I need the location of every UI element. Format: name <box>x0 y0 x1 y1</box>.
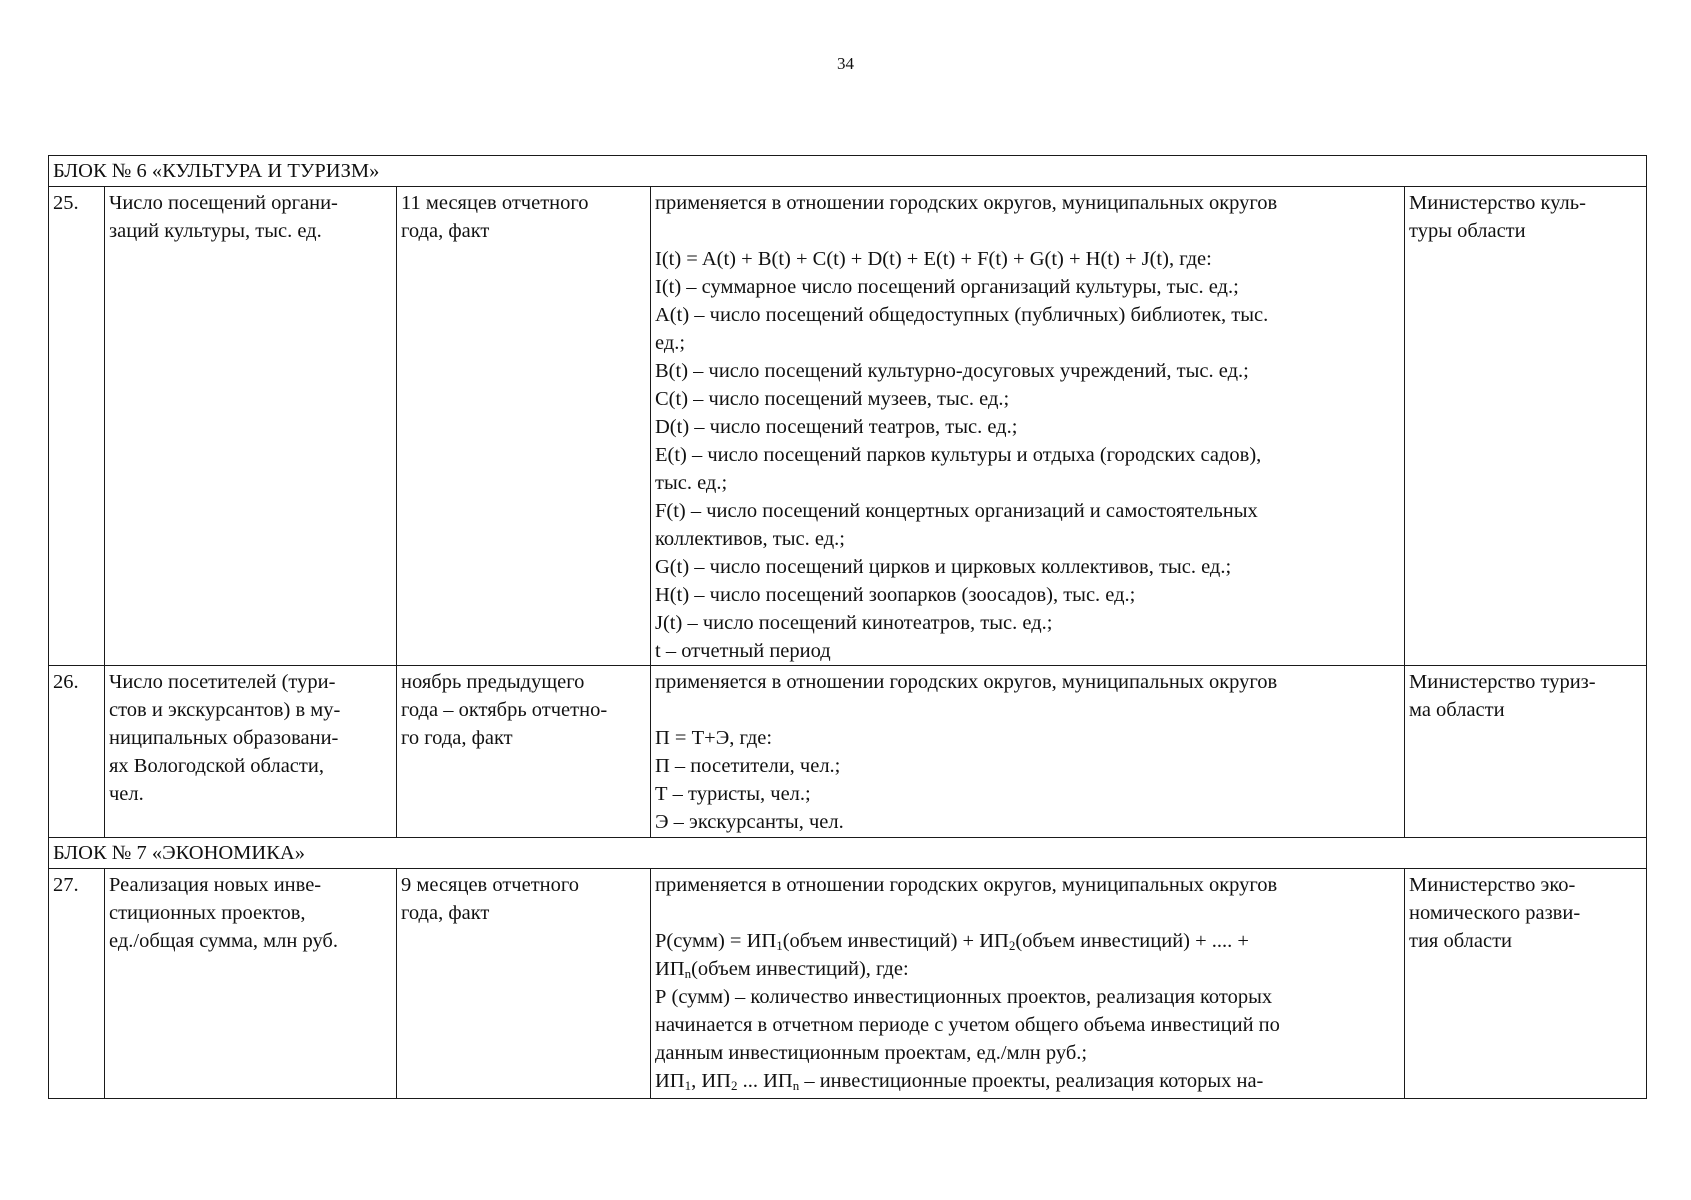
formula-part: , ИП <box>691 1070 731 1092</box>
formula-subscript: n <box>792 1078 800 1093</box>
row-25-method <box>651 187 1405 666</box>
formula-subscript: 1 <box>684 1078 692 1093</box>
formula-part: (объем инвестиций) + .... + <box>1015 930 1249 952</box>
row-27-period <box>397 869 651 1099</box>
responsible-line: тия области <box>1409 930 1513 952</box>
method-line: C(t) – число посещений музеев, тыс. ед.; <box>655 388 1010 410</box>
formula-subscript: 1 <box>776 938 783 953</box>
period-line: 11 месяцев отчетного <box>401 192 589 214</box>
formula-part: ИП <box>655 958 685 980</box>
method-line: G(t) – число посещений цирков и цирковых коллективов, тыс. ед.; <box>655 556 1232 578</box>
period-line: года – октябрь отчетно- <box>401 699 608 721</box>
row-26-indicator <box>105 666 397 838</box>
method-line: Р (сумм) – количество инвестиционных проектов, реализация которых <box>655 986 1273 1008</box>
indicators-table <box>48 155 1647 1099</box>
block-7-title: БЛОК № 7 «ЭКОНОМИКА» <box>49 838 1647 869</box>
indicator-line: ниципальных образовани- <box>109 727 339 749</box>
indicator-line: ях Вологодской области, <box>109 755 324 777</box>
formula-part: ... ИП <box>737 1070 793 1092</box>
responsible-line: туры области <box>1409 220 1526 242</box>
period-line: 9 месяцев отчетного <box>401 874 580 896</box>
method-line: B(t) – число посещений культурно-досуговых учреждений, тыс. ед.; <box>655 360 1249 382</box>
row-25-number: 25. <box>49 187 105 666</box>
page-number: 34 <box>837 54 854 73</box>
formula-line <box>655 955 1400 983</box>
method-line: Т – туристы, чел.; <box>655 783 811 805</box>
row-25-indicator <box>105 187 397 666</box>
indicator-line: стов и экскурсантов) в му- <box>109 699 341 721</box>
method-line: I(t) – суммарное число посещений организаций культуры, тыс. ед.; <box>655 276 1239 298</box>
method-line: Э – экскурсанты, чел. <box>655 811 844 833</box>
formula-part: Р(сумм) = ИП <box>655 930 777 952</box>
method-line: A(t) – число посещений общедоступных (публичных) библиотек, тыс. <box>655 304 1269 326</box>
method-line: t – отчетный период <box>655 640 831 662</box>
row-26-number: 26. <box>49 666 105 838</box>
row-26-period <box>397 666 651 838</box>
method-line: D(t) – число посещений театров, тыс. ед.; <box>655 416 1018 438</box>
indicator-line: заций культуры, тыс. ед. <box>109 220 322 242</box>
method-line: J(t) – число посещений кинотеатров, тыс. ед.; <box>655 612 1053 634</box>
responsible-line: Министерство эко- <box>1409 874 1576 896</box>
table-row-27 <box>49 869 1647 1099</box>
method-line: H(t) – число посещений зоопарков (зоосадов), тыс. ед.; <box>655 584 1136 606</box>
method-scope: применяется в отношении городских округов, муниципальных округов <box>655 671 1278 693</box>
table-row-26 <box>49 666 1647 838</box>
block-7-header-row <box>49 838 1647 869</box>
method-line: I(t) = A(t) + B(t) + C(t) + D(t) + E(t) + F(t) + G(t) + H(t) + J(t), где: <box>655 248 1212 270</box>
method-line: ед.; <box>655 332 686 354</box>
indicator-line: ед./общая сумма, млн руб. <box>109 930 338 952</box>
method-scope: применяется в отношении городских округов, муниципальных округов <box>655 874 1278 896</box>
row-27-responsible <box>1405 869 1647 1099</box>
formula-line <box>655 927 1400 955</box>
row-27-method <box>651 869 1405 1099</box>
responsible-line: ма области <box>1409 699 1505 721</box>
method-line: начинается в отчетном периоде с учетом общего объема инвестиций по <box>655 1014 1280 1036</box>
responsible-line: Министерство куль- <box>1409 192 1586 214</box>
period-line: года, факт <box>401 902 490 924</box>
responsible-line: номического разви- <box>1409 902 1581 924</box>
period-line: ноябрь предыдущего <box>401 671 585 693</box>
row-25-responsible <box>1405 187 1647 666</box>
row-26-method <box>651 666 1405 838</box>
method-line: F(t) – число посещений концертных организаций и самостоятельных <box>655 500 1258 522</box>
method-scope: применяется в отношении городских округов, муниципальных округов <box>655 192 1278 214</box>
formula-subscript: 2 <box>1008 938 1016 953</box>
method-line: П = Т+Э, где: <box>655 727 773 749</box>
formula-part: – инвестиционные проекты, реализация которых на- <box>799 1070 1264 1092</box>
period-line: года, факт <box>401 220 490 242</box>
formula-part: (объем инвестиций), где: <box>691 958 909 980</box>
indicator-line: чел. <box>109 783 144 805</box>
method-line: П – посетители, чел.; <box>655 755 841 777</box>
row-25-period <box>397 187 651 666</box>
indicator-line: Число посещений органи- <box>109 192 338 214</box>
formula-subscript: 2 <box>730 1078 738 1093</box>
period-line: го года, факт <box>401 727 513 749</box>
method-line: тыс. ед.; <box>655 472 728 494</box>
indicator-line: Реализация новых инве- <box>109 874 322 896</box>
method-line: E(t) – число посещений парков культуры и отдыха (городских садов), <box>655 444 1262 466</box>
formula-subscript: n <box>684 966 692 981</box>
formula-part: ИП <box>655 1070 685 1092</box>
method-line: коллективов, тыс. ед.; <box>655 528 845 550</box>
block-6-title: БЛОК № 6 «КУЛЬТУРА И ТУРИЗМ» <box>49 156 1647 187</box>
method-line: данным инвестиционным проектам, ед./млн руб.; <box>655 1042 1088 1064</box>
table-row-25 <box>49 187 1647 666</box>
formula-part: (объем инвестиций) + ИП <box>782 930 1009 952</box>
block-6-header-row <box>49 156 1647 187</box>
indicator-line: Число посетителей (тури- <box>109 671 336 693</box>
responsible-line: Министерство туриз- <box>1409 671 1596 693</box>
row-27-indicator <box>105 869 397 1099</box>
row-26-responsible <box>1405 666 1647 838</box>
row-27-number: 27. <box>49 869 105 1099</box>
indicator-line: стиционных проектов, <box>109 902 306 924</box>
method-line <box>655 1067 1400 1095</box>
